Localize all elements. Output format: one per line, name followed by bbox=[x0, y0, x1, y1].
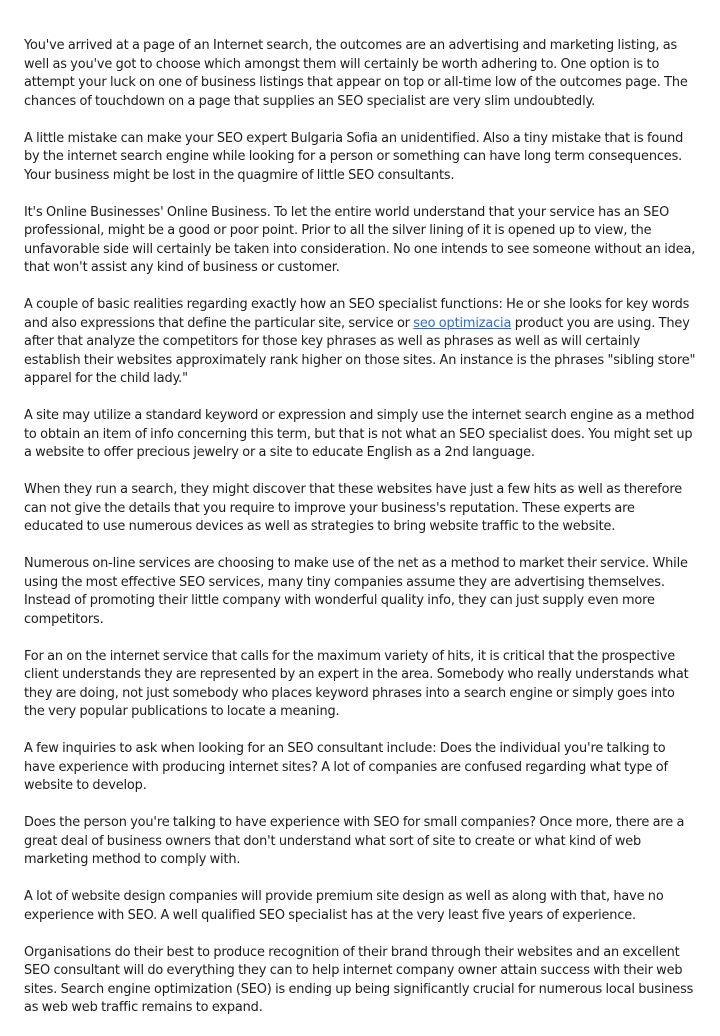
paragraph-9: A few inquiries to ask when looking for an SEO consultant include: Does the individual you're talking to have experience with producing internet sites? A lot of companies are confused regarding what type of website to develop. bbox=[24, 741, 668, 793]
paragraph-7: Numerous on-line services are choosing to make use of the net as a method to market their service. While using the most effective SEO services, many tiny companies assume they are advertising themselves. Instead of promoting their little company with wonderful quality info, they can just supply even more competitors. bbox=[24, 556, 688, 627]
paragraph-12: Organisations do their best to produce recognition of their brand through their websites and an excellent SEO consultant will do everything they can to help internet company owner attain success with their web sites. Search engine optimization (SEO) is ending up being significantly crucial for numerous local business as web web traffic remains to expand. bbox=[24, 944, 694, 1015]
paragraph-5: A site may utilize a standard keyword or expression and simply use the internet search engine as a method to obtain an item of info concerning this term, but that is not what an SEO specialist does. You might set up a website to offer precious jewelry or a site to educate English as a 2nd language. bbox=[24, 408, 695, 460]
paragraph-6: When they run a search, they might discover that these websites have just a few hits as well as therefore can not give the details that you require to improve your business's reputation. These experts are educated to use numerous devices as well as strategies to bring website traffic to the website. bbox=[24, 482, 683, 534]
paragraph-4-text-after: product you are using. They after that analyze the competitors for those key phrases as well as phrases as well as will certainly establish their websites approximately rank higher on those sites. An instance is the phrases "sibling store" apparel for the child lady." bbox=[24, 315, 696, 386]
paragraph-4 bbox=[24, 296, 696, 389]
paragraph-1: You've arrived at a page of an Internet search, the outcomes are an advertising and marketing listing, as well as you've got to choose which amongst them will certainly be worth adhering to. One option is to attempt your luck on one of business listings that appear on top or all-time low of the outcomes page. The chances of touchdown on a page that supplies an SEO specialist are very slim undoubtedly. bbox=[24, 38, 688, 109]
paragraph-4-text-before: A couple of basic realities regarding exactly how an SEO specialist functions: He or she looks for key words and also expressions that define the particular site, service or bbox=[24, 297, 690, 331]
paragraph-8: For an on the internet service that calls for the maximum variety of hits, it is critical that the prospective client understands they are represented by an expert in the area. Somebody who really understands what they are doing, not just somebody who places keyword phrases into a search engine or simply goes into the very popular publications to locate a meaning. bbox=[24, 648, 689, 719]
seo-optimizacia-link[interactable]: seo optimizacia bbox=[413, 315, 512, 331]
article-body bbox=[24, 37, 696, 1036]
paragraph-10: Does the person you're talking to have experience with SEO for small companies? Once more, there are a great deal of business owners that don't understand what sort of site to create or what kind of web marketing method to comply with. bbox=[24, 815, 685, 867]
paragraph-2: A little mistake can make your SEO expert Bulgaria Sofia an unidentified. Also a tiny mistake that is found by the internet search engine while looking for a person or something can have long term consequences. Your business might be lost in the quagmire of little SEO consultants. bbox=[24, 130, 684, 183]
paragraph-3: It's Online Businesses' Online Business. To let the entire world understand that your service has an SEO professional, might be a good or poor point. Prior to all the silver lining of it is opened up to view, the unfavorable side will certainly be taken into consideration. No one intends to see someone without an idea, that won't assist any kind of business or customer. bbox=[24, 204, 696, 275]
paragraph-11: A lot of website design companies will provide premium site design as well as along with that, have no experience with SEO. A well qualified SEO specialist has at the very least five years of experience. bbox=[24, 889, 664, 923]
